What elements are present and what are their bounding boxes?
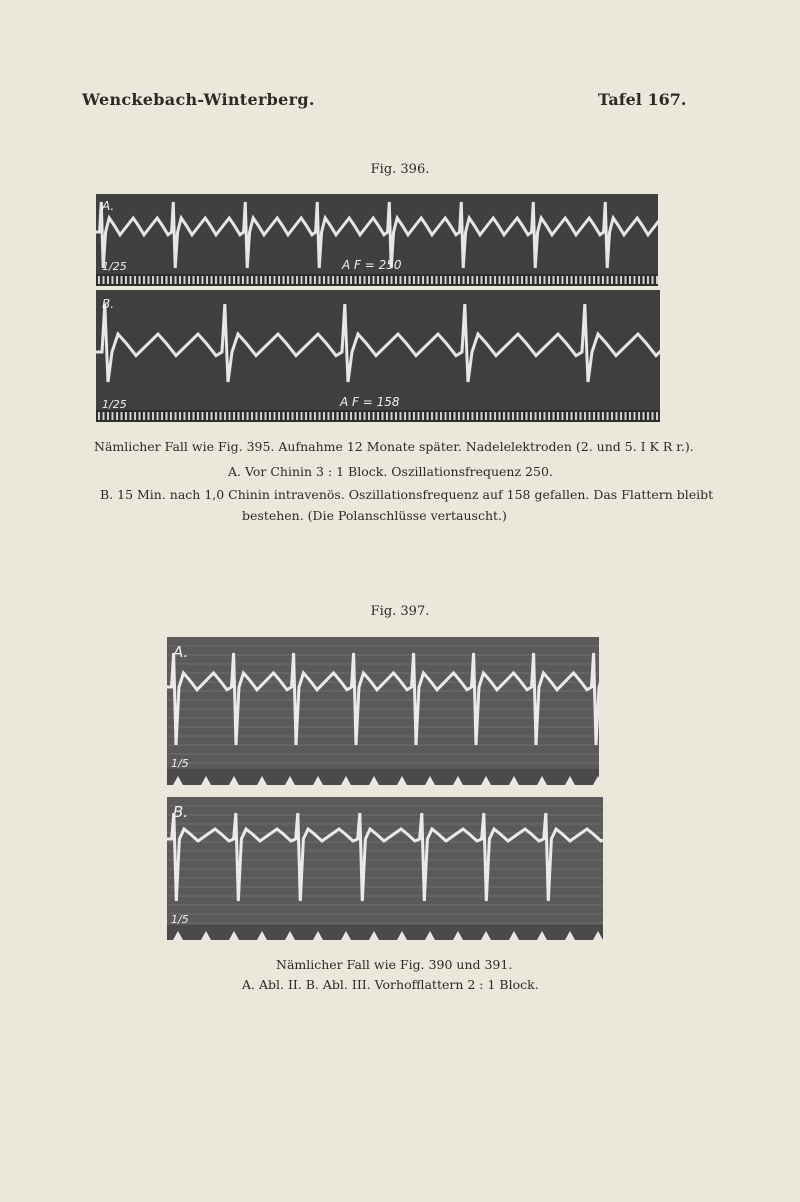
time-marker-tick xyxy=(472,276,474,284)
time-marker-tick xyxy=(319,412,321,420)
time-marker-tick xyxy=(175,412,177,420)
time-marker-tick xyxy=(301,276,303,284)
time-marker-tick xyxy=(539,276,541,284)
time-marker-tick xyxy=(377,276,379,284)
time-marker-tick xyxy=(292,276,294,284)
time-marker-tick xyxy=(508,412,510,420)
time-marker-tick xyxy=(535,276,537,284)
time-marker-tick xyxy=(143,276,145,284)
time-marker-tick xyxy=(418,412,420,420)
time-marker-tick xyxy=(503,276,505,284)
time-marker-tick xyxy=(337,276,339,284)
time-marker-tick xyxy=(634,276,636,284)
time-marker-tick xyxy=(215,276,217,284)
time-marker-tick xyxy=(643,276,645,284)
time-marker-tick xyxy=(589,412,591,420)
time-marker-tick xyxy=(602,412,604,420)
time-marker-tick xyxy=(463,412,465,420)
time-marker-tick xyxy=(481,276,483,284)
time-marker-tick xyxy=(224,412,226,420)
figure-396-title: Fig. 396. xyxy=(370,162,430,177)
time-marker-tick xyxy=(238,412,240,420)
time-marker-tick xyxy=(607,276,609,284)
time-marker-tick xyxy=(373,276,375,284)
time-marker-tick xyxy=(323,412,325,420)
time-marker-tick xyxy=(634,412,636,420)
time-marker-tick xyxy=(431,276,433,284)
time-marker-tick xyxy=(593,412,595,420)
time-marker-tick xyxy=(220,276,222,284)
time-marker-tick xyxy=(530,412,532,420)
time-marker-tick xyxy=(593,276,595,284)
time-marker-tick xyxy=(539,412,541,420)
time-marker-tick xyxy=(130,412,132,420)
time-marker-tick xyxy=(422,412,424,420)
time-marker-tick xyxy=(472,412,474,420)
time-marker-tick xyxy=(103,276,105,284)
time-marker-tick xyxy=(346,276,348,284)
fig397-b-time-label: 1/5 xyxy=(171,913,189,926)
time-marker-tick xyxy=(575,412,577,420)
time-marker-tick xyxy=(427,412,429,420)
time-marker-tick xyxy=(233,276,235,284)
time-marker-tick xyxy=(193,412,195,420)
time-marker-tick xyxy=(125,276,127,284)
time-marker-tick xyxy=(652,412,654,420)
time-marker-tick xyxy=(530,276,532,284)
time-marker-tick xyxy=(391,276,393,284)
time-marker-tick xyxy=(310,412,312,420)
time-marker-tick xyxy=(332,412,334,420)
time-marker-tick xyxy=(395,276,397,284)
time-marker-tick xyxy=(112,276,114,284)
time-marker-tick xyxy=(431,412,433,420)
time-marker-tick xyxy=(193,276,195,284)
time-marker-tick xyxy=(436,276,438,284)
running-header-authors: Wenckebach-Winterberg. xyxy=(82,90,315,109)
running-header-plate-number: Tafel 167. xyxy=(598,90,687,109)
time-marker-tick xyxy=(616,276,618,284)
time-marker-tick xyxy=(400,276,402,284)
time-marker-tick xyxy=(602,276,604,284)
time-marker-tick xyxy=(157,412,159,420)
time-marker-tick xyxy=(310,276,312,284)
time-marker-tick xyxy=(391,412,393,420)
time-marker-tick xyxy=(107,276,109,284)
time-marker-tick xyxy=(238,276,240,284)
time-marker-tick xyxy=(584,276,586,284)
fig396-ecg-strip-a xyxy=(96,194,658,286)
time-marker-tick xyxy=(566,276,568,284)
time-marker-tick xyxy=(323,276,325,284)
time-marker-tick xyxy=(197,276,199,284)
time-marker-tick xyxy=(215,412,217,420)
time-marker-tick xyxy=(503,412,505,420)
time-marker-tick xyxy=(436,412,438,420)
time-marker-tick xyxy=(499,276,501,284)
time-marker-tick xyxy=(490,412,492,420)
time-marker-tick xyxy=(364,412,366,420)
time-marker-tick xyxy=(476,412,478,420)
time-marker-tick xyxy=(346,412,348,420)
figure-397-title: Fig. 397. xyxy=(370,604,430,619)
time-marker-tick xyxy=(607,412,609,420)
time-marker-tick xyxy=(512,276,514,284)
fig397-a-time-label: 1/5 xyxy=(171,757,189,770)
time-marker-tick xyxy=(494,412,496,420)
time-marker-tick xyxy=(386,276,388,284)
time-marker-tick xyxy=(314,412,316,420)
time-marker-tick xyxy=(535,412,537,420)
time-marker-tick xyxy=(116,276,118,284)
time-marker-tick xyxy=(413,412,415,420)
time-marker-tick xyxy=(494,276,496,284)
time-marker-tick xyxy=(247,276,249,284)
time-marker-tick xyxy=(328,276,330,284)
time-marker-tick xyxy=(629,412,631,420)
time-marker-tick xyxy=(278,276,280,284)
time-marker-tick xyxy=(305,276,307,284)
time-marker-tick xyxy=(170,412,172,420)
time-marker-tick xyxy=(283,276,285,284)
time-marker-tick xyxy=(467,412,469,420)
fig396-caption-line-3: B. 15 Min. nach 1,0 Chinin intravenös. Oszillationsfrequenz auf 158 gefallen. Das Flattern bleibt xyxy=(100,487,714,502)
time-marker-tick xyxy=(148,276,150,284)
time-marker-tick xyxy=(350,412,352,420)
time-marker-tick xyxy=(449,412,451,420)
time-marker-tick xyxy=(566,412,568,420)
time-marker-tick xyxy=(544,276,546,284)
time-marker-tick xyxy=(134,276,136,284)
time-marker-tick xyxy=(611,412,613,420)
time-marker-tick xyxy=(584,412,586,420)
time-marker-tick xyxy=(368,412,370,420)
time-marker-tick xyxy=(382,412,384,420)
time-marker-tick xyxy=(247,412,249,420)
fig396-ecg-strip-b xyxy=(96,290,660,422)
time-marker-tick xyxy=(265,412,267,420)
time-marker-tick xyxy=(256,276,258,284)
time-marker-tick xyxy=(152,276,154,284)
time-marker-tick xyxy=(458,412,460,420)
time-marker-tick xyxy=(229,412,231,420)
fig397-ecg-strip-a xyxy=(167,637,599,785)
fig396-b-time-label: 1/25 xyxy=(102,398,127,411)
time-marker-tick xyxy=(274,276,276,284)
time-marker-tick xyxy=(341,276,343,284)
fig396-caption-line-1: Nämlicher Fall wie Fig. 395. Aufnahme 12 Monate später. Nadelelektroden (2. und 5. I K R r.). xyxy=(94,439,694,454)
time-marker-tick xyxy=(179,276,181,284)
time-marker-tick xyxy=(575,276,577,284)
time-marker-tick xyxy=(175,276,177,284)
time-marker-tick xyxy=(449,276,451,284)
time-marker-tick xyxy=(211,412,213,420)
time-marker-tick xyxy=(188,276,190,284)
time-marker-tick xyxy=(350,276,352,284)
time-marker-tick xyxy=(422,276,424,284)
fig396-caption-line-4: bestehen. (Die Polanschlüsse vertauscht.) xyxy=(242,508,507,523)
time-marker-tick xyxy=(652,276,654,284)
time-marker-tick xyxy=(139,276,141,284)
time-marker-tick xyxy=(184,276,186,284)
time-marker-tick xyxy=(620,412,622,420)
time-marker-tick xyxy=(332,276,334,284)
time-marker-tick xyxy=(211,276,213,284)
time-marker-tick xyxy=(130,276,132,284)
time-marker-tick xyxy=(202,276,204,284)
time-marker-tick xyxy=(305,412,307,420)
time-marker-tick xyxy=(116,412,118,420)
time-marker-tick xyxy=(458,276,460,284)
time-marker-tick xyxy=(467,276,469,284)
time-marker-tick xyxy=(589,276,591,284)
time-marker-tick xyxy=(463,276,465,284)
time-marker-tick xyxy=(544,412,546,420)
time-marker-tick xyxy=(598,412,600,420)
time-marker-tick xyxy=(526,412,528,420)
time-marker-tick xyxy=(319,276,321,284)
time-marker-tick xyxy=(512,412,514,420)
time-marker-tick xyxy=(107,412,109,420)
time-marker-tick xyxy=(355,276,357,284)
time-marker-tick xyxy=(395,412,397,420)
time-marker-tick xyxy=(508,276,510,284)
time-marker-tick xyxy=(427,276,429,284)
time-marker-tick xyxy=(418,276,420,284)
fig397-caption-line-2: A. Abl. II. B. Abl. III. Vorhofflattern 2 : 1 Block. xyxy=(242,977,539,992)
time-marker-tick xyxy=(112,412,114,420)
time-marker-tick xyxy=(647,412,649,420)
time-marker-tick xyxy=(517,412,519,420)
time-marker-tick xyxy=(161,276,163,284)
time-marker-tick xyxy=(229,276,231,284)
time-marker-tick xyxy=(404,412,406,420)
time-marker-tick xyxy=(287,276,289,284)
time-marker-tick xyxy=(233,412,235,420)
time-marker-tick xyxy=(368,276,370,284)
time-marker-tick xyxy=(485,412,487,420)
time-marker-tick xyxy=(386,412,388,420)
fig396-caption-line-2: A. Vor Chinin 3 : 1 Block. Oszillationsfrequenz 250. xyxy=(228,464,553,479)
time-marker-tick xyxy=(611,276,613,284)
time-marker-tick xyxy=(148,412,150,420)
time-marker-tick xyxy=(373,412,375,420)
time-marker-tick xyxy=(256,412,258,420)
time-marker-tick xyxy=(121,412,123,420)
time-marker-tick xyxy=(521,276,523,284)
time-marker-tick xyxy=(166,276,168,284)
fig396-a-flutter-rate-label: A F = 250 xyxy=(342,258,402,272)
time-marker-tick xyxy=(656,412,658,420)
time-marker-tick xyxy=(188,412,190,420)
time-marker-tick xyxy=(341,412,343,420)
time-marker-tick xyxy=(269,412,271,420)
time-marker-tick xyxy=(580,276,582,284)
time-marker-tick xyxy=(517,276,519,284)
time-marker-tick xyxy=(274,412,276,420)
time-marker-tick xyxy=(242,276,244,284)
time-marker-tick xyxy=(548,412,550,420)
fig397-caption-line-1: Nämlicher Fall wie Fig. 390 und 391. xyxy=(276,957,513,972)
time-marker-tick xyxy=(179,412,181,420)
time-marker-tick xyxy=(161,412,163,420)
time-marker-tick xyxy=(409,276,411,284)
time-marker-tick xyxy=(625,412,627,420)
time-marker-tick xyxy=(445,412,447,420)
time-marker-tick xyxy=(553,276,555,284)
time-marker-tick xyxy=(269,276,271,284)
time-marker-tick xyxy=(625,276,627,284)
time-marker-tick xyxy=(404,276,406,284)
time-marker-tick xyxy=(283,412,285,420)
time-marker-tick xyxy=(337,412,339,420)
time-marker-tick xyxy=(184,412,186,420)
time-marker-tick xyxy=(548,276,550,284)
time-marker-tick xyxy=(292,412,294,420)
fig397-ecg-strip-b xyxy=(167,797,603,940)
time-marker-tick xyxy=(359,412,361,420)
time-marker-tick xyxy=(301,412,303,420)
time-marker-tick xyxy=(166,412,168,420)
time-marker-tick xyxy=(152,412,154,420)
time-marker-tick xyxy=(643,412,645,420)
time-marker-tick xyxy=(296,412,298,420)
time-marker-tick xyxy=(143,412,145,420)
time-marker-tick xyxy=(557,276,559,284)
fig397-a-panel-label: A. xyxy=(173,643,189,661)
time-marker-tick xyxy=(454,276,456,284)
time-marker-tick xyxy=(139,412,141,420)
fig396-b-flutter-rate-label: A F = 158 xyxy=(340,395,400,409)
time-marker-tick xyxy=(580,412,582,420)
time-marker-tick xyxy=(265,276,267,284)
time-marker-tick xyxy=(157,276,159,284)
time-marker-tick xyxy=(571,276,573,284)
time-marker-tick xyxy=(98,412,100,420)
time-marker-tick xyxy=(103,412,105,420)
time-marker-tick xyxy=(598,276,600,284)
time-marker-tick xyxy=(454,412,456,420)
time-marker-tick xyxy=(499,412,501,420)
time-marker-tick xyxy=(224,276,226,284)
time-marker-tick xyxy=(170,276,172,284)
time-marker-tick xyxy=(328,412,330,420)
time-marker-tick xyxy=(278,412,280,420)
time-marker-tick xyxy=(656,276,658,284)
time-marker-tick xyxy=(526,276,528,284)
time-marker-tick xyxy=(382,276,384,284)
time-marker-tick xyxy=(638,276,640,284)
time-marker-tick xyxy=(620,276,622,284)
time-marker-tick xyxy=(134,412,136,420)
time-marker-tick xyxy=(242,412,244,420)
time-marker-tick xyxy=(206,276,208,284)
time-marker-tick xyxy=(206,412,208,420)
time-marker-tick xyxy=(409,412,411,420)
time-marker-tick xyxy=(260,412,262,420)
time-marker-tick xyxy=(260,276,262,284)
time-marker-tick xyxy=(314,276,316,284)
time-marker-tick xyxy=(364,276,366,284)
time-marker-tick xyxy=(476,276,478,284)
time-marker-tick xyxy=(355,412,357,420)
time-marker-tick xyxy=(220,412,222,420)
time-marker-tick xyxy=(251,276,253,284)
time-marker-tick xyxy=(629,276,631,284)
time-marker-tick xyxy=(377,412,379,420)
time-marker-tick xyxy=(296,276,298,284)
time-marker-tick xyxy=(616,412,618,420)
time-marker-tick xyxy=(490,276,492,284)
time-marker-tick xyxy=(638,412,640,420)
fig396-b-panel-label: B. xyxy=(102,297,115,311)
time-marker-tick xyxy=(121,276,123,284)
time-marker-tick xyxy=(481,412,483,420)
time-marker-tick xyxy=(287,412,289,420)
time-marker-tick xyxy=(440,276,442,284)
time-marker-tick xyxy=(445,276,447,284)
time-marker-tick xyxy=(485,276,487,284)
time-marker-tick xyxy=(562,412,564,420)
time-marker-tick xyxy=(98,276,100,284)
time-marker-tick xyxy=(125,412,127,420)
time-marker-tick xyxy=(571,412,573,420)
time-marker-tick xyxy=(440,412,442,420)
time-marker-tick xyxy=(647,276,649,284)
time-marker-tick xyxy=(553,412,555,420)
time-marker-tick xyxy=(562,276,564,284)
fig396-a-time-label: 1/25 xyxy=(102,260,127,273)
time-marker-tick xyxy=(202,412,204,420)
time-marker-tick xyxy=(521,412,523,420)
time-marker-tick xyxy=(413,276,415,284)
time-marker-tick xyxy=(400,412,402,420)
time-marker-tick xyxy=(557,412,559,420)
fig397-b-panel-label: B. xyxy=(173,803,189,821)
time-marker-tick xyxy=(197,412,199,420)
time-marker-tick xyxy=(251,412,253,420)
fig396-a-panel-label: A. xyxy=(102,199,115,213)
time-marker-tick xyxy=(359,276,361,284)
